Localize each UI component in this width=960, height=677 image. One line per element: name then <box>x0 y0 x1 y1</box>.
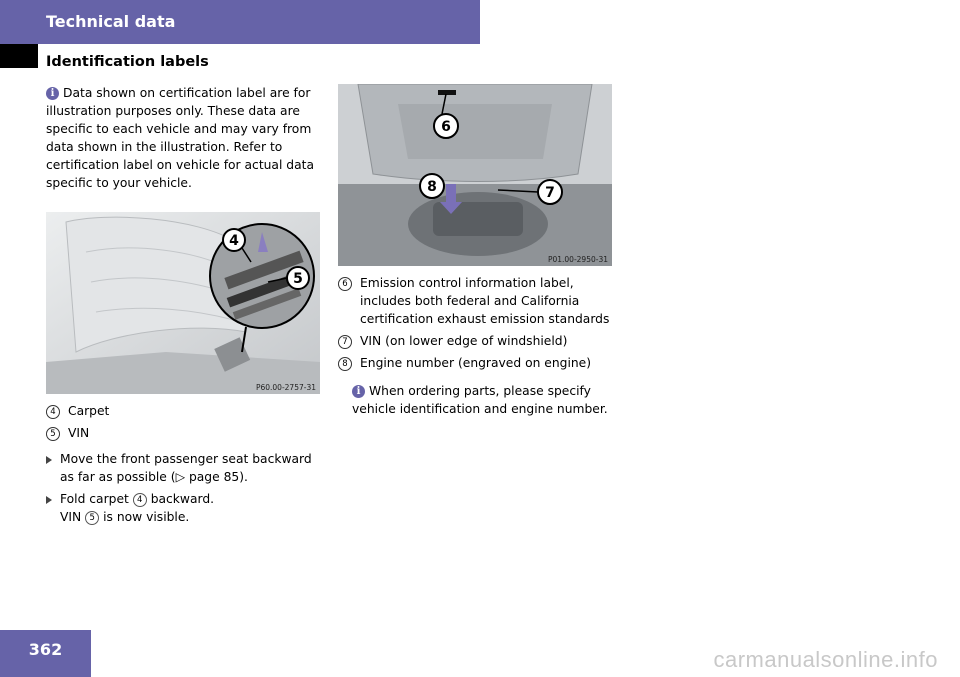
callout-5: 5 <box>293 271 303 287</box>
engine-bay-illustration <box>338 84 612 266</box>
step-text-post: is now visible. <box>103 510 190 524</box>
info-note-text: Data shown on certification label are for illustration purposes only. These data are specific to each vehicle and may vary from data shown in the illustration. Refer to certification label on vehicle for actual data specific to your vehicle. <box>46 86 314 190</box>
watermark: carmanualsonline.info <box>713 647 938 672</box>
legend-item <box>338 274 614 328</box>
legend-text: Engine number (engraved on engine) <box>360 356 592 370</box>
figure-code: P01.00-2950-31 <box>547 255 608 264</box>
legend-list <box>46 402 322 442</box>
legend-text: Emission control information label, includes both federal and California certification exhaust emission standards <box>360 276 610 326</box>
legend-number: 6 <box>338 277 352 291</box>
callout-4: 4 <box>229 233 239 249</box>
page-header-title: Technical data <box>46 12 176 31</box>
legend-number: 4 <box>46 405 60 419</box>
seat-illustration <box>46 212 320 394</box>
legend-item <box>338 354 614 372</box>
callout-8: 8 <box>427 179 437 195</box>
inline-callout: 4 <box>133 493 147 507</box>
info-note <box>46 84 322 192</box>
section-marker <box>0 44 38 68</box>
middle-column <box>338 84 614 418</box>
callout-7: 7 <box>545 185 555 201</box>
figure-seat-carpet <box>46 212 320 394</box>
instruction-step <box>46 490 322 526</box>
instruction-step <box>46 450 322 486</box>
step-text-pre: VIN <box>60 510 82 524</box>
info-icon: i <box>352 385 365 398</box>
step-text: Move the front passenger seat backward as far as possible (▷ page 85). <box>60 452 312 484</box>
legend-number: 7 <box>338 335 352 349</box>
info-icon: i <box>46 87 59 100</box>
callout-6: 6 <box>441 119 451 135</box>
figure-code: P60.00-2757-31 <box>255 383 316 392</box>
info-note-text: When ordering parts, please specify vehicle identification and engine number. <box>352 384 608 416</box>
legend-number: 8 <box>338 357 352 371</box>
figure-engine-bay <box>338 84 612 266</box>
page-number: 362 <box>28 640 63 659</box>
legend-item <box>46 402 322 420</box>
legend-item <box>46 424 322 442</box>
legend-list <box>338 274 614 372</box>
left-column <box>46 84 322 530</box>
legend-text: Carpet <box>68 404 110 418</box>
step-text-pre: Fold carpet <box>60 492 129 506</box>
step-arrow-icon <box>46 496 52 504</box>
inline-callout: 5 <box>85 511 99 525</box>
section-title: Identification labels <box>46 54 209 70</box>
legend-text: VIN (on lower edge of windshield) <box>360 334 568 348</box>
legend-text: VIN <box>68 426 90 440</box>
step-text-post: backward. <box>150 492 215 506</box>
step-arrow-icon <box>46 456 52 464</box>
instruction-steps <box>46 450 322 526</box>
legend-number: 5 <box>46 427 60 441</box>
legend-item <box>338 332 614 350</box>
info-note <box>338 382 614 418</box>
